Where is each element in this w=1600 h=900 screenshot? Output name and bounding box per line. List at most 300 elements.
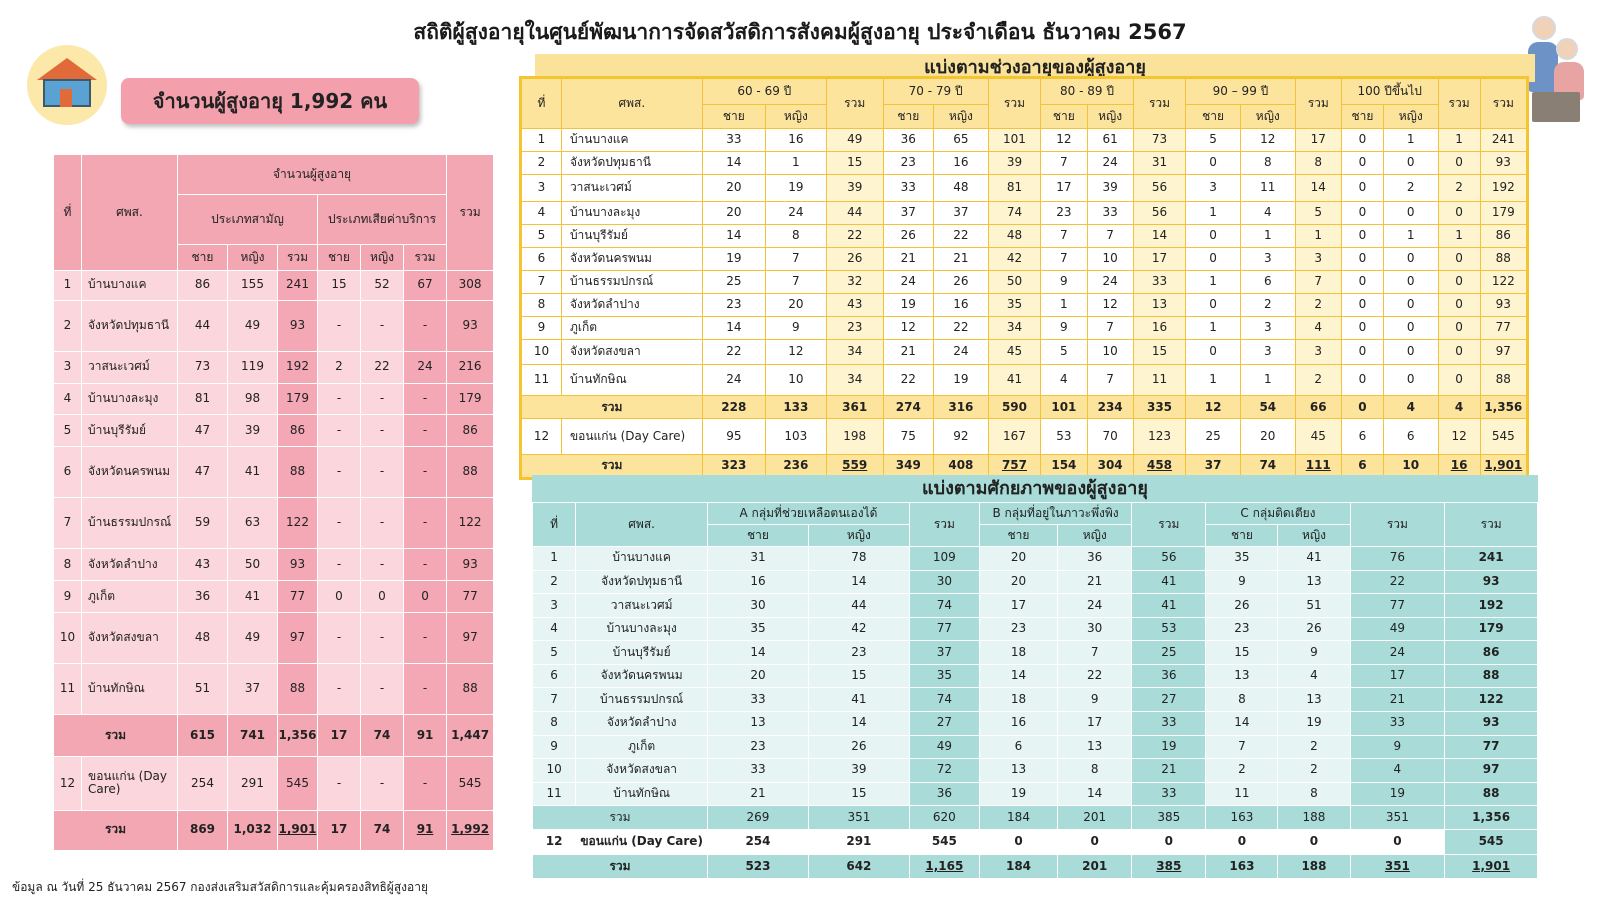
center-name: ขอนแก่น (Day Care)	[561, 419, 702, 455]
table-cell: 51	[178, 663, 228, 714]
table-cell: 869	[178, 810, 228, 850]
table-cell: 3	[1295, 248, 1341, 271]
row-number: 6	[522, 248, 562, 271]
table-cell: 48	[178, 612, 228, 663]
table-cell: 27	[1132, 688, 1206, 712]
table-cell: 33	[1132, 711, 1206, 735]
row-total: 93	[447, 300, 494, 351]
table-cell: 335	[1133, 396, 1186, 419]
row-number: 1	[522, 129, 562, 152]
age-group-header: 70 - 79 ปี	[883, 79, 988, 105]
table-cell: 26	[1206, 594, 1278, 618]
row-total: 93	[447, 549, 494, 581]
center-name: ขอนแก่น (Day Care)	[576, 829, 708, 855]
table-cell: 0	[1383, 271, 1438, 294]
table-cell: 66	[1295, 396, 1341, 419]
table-cell: 6	[1240, 271, 1295, 294]
table-cell: 53	[1132, 617, 1206, 641]
table-cell: 13	[979, 759, 1057, 783]
table-cell: 323	[702, 454, 765, 477]
col-sum-header: รวม	[988, 79, 1041, 129]
table-cell: 39	[228, 415, 278, 447]
table-row	[533, 617, 1538, 641]
table-cell: 133	[765, 396, 826, 419]
row-total: 88	[447, 663, 494, 714]
table-cell: 16	[765, 129, 826, 152]
row-number: 11	[522, 365, 562, 396]
center-name: จังหวัดปทุมธานี	[576, 570, 708, 594]
table-cell: 21	[934, 248, 989, 271]
row-number: 2	[54, 300, 82, 351]
table-cell: -	[404, 447, 447, 498]
table-cell: 304	[1087, 454, 1133, 477]
table-cell: 163	[1206, 806, 1278, 830]
table-cell: -	[318, 498, 361, 549]
row-number: 8	[522, 294, 562, 317]
table-cell: 458	[1133, 454, 1186, 477]
col-type2-header: ประเภทเสียค่าบริการ	[318, 195, 447, 245]
table-cell: -	[404, 415, 447, 447]
table-cell: 7	[1041, 151, 1087, 174]
table-cell: 37	[228, 663, 278, 714]
table-cell: 56	[1133, 202, 1186, 225]
table-cell: 4	[1240, 202, 1295, 225]
row-number: 6	[54, 447, 82, 498]
table-cell: 18	[979, 688, 1057, 712]
table-cell: 37	[1186, 454, 1241, 477]
row-total: 216	[447, 351, 494, 383]
col-sum-header: รวม	[1132, 503, 1206, 547]
table-row	[533, 570, 1538, 594]
table-cell: 22	[826, 225, 883, 248]
center-name: บ้านบางละมุง	[576, 617, 708, 641]
col-male-header: ชาย	[318, 245, 361, 271]
table-cell: 54	[1240, 396, 1295, 419]
table-cell: 19	[765, 174, 826, 201]
table-cell: 11	[1240, 174, 1295, 201]
table-cell: 0	[1341, 271, 1383, 294]
table-cell: 757	[988, 454, 1041, 477]
table-cell: 1,356	[1480, 396, 1526, 419]
table-cell: 24	[1087, 151, 1133, 174]
table-cell: 19	[1132, 735, 1206, 759]
table-cell: 88	[1480, 248, 1526, 271]
row-number: 8	[54, 549, 82, 581]
center-name: จังหวัดลำปาง	[82, 549, 178, 581]
table-cell: 7	[1087, 365, 1133, 396]
table-cell: 9	[1278, 641, 1350, 665]
table-cell: 41	[228, 447, 278, 498]
table-cell: 41	[228, 581, 278, 613]
center-name: วาสนะเวศม์	[576, 594, 708, 618]
table-cell: 39	[826, 174, 883, 201]
table-cell: 41	[1278, 547, 1350, 571]
table-cell: -	[361, 757, 404, 810]
table-cell: 3	[1240, 248, 1295, 271]
table-row	[533, 547, 1538, 571]
col-no-header: ที่	[533, 503, 576, 547]
table-cell: 97	[1445, 759, 1538, 783]
table-row	[522, 174, 1527, 201]
table-cell: 30	[1058, 617, 1132, 641]
table-row	[54, 549, 494, 581]
center-name: บ้านบางละมุง	[561, 202, 702, 225]
table-cell: 0	[1383, 294, 1438, 317]
table-cell: 12	[1186, 396, 1241, 419]
table-row	[522, 271, 1527, 294]
table-cell: 21	[708, 782, 809, 806]
center-name: จังหวัดปทุมธานี	[561, 151, 702, 174]
table-cell: 254	[178, 757, 228, 810]
table-cell: 3	[1240, 317, 1295, 340]
row-number: 9	[54, 581, 82, 613]
row-number: 3	[522, 174, 562, 201]
table-cell: 33	[1133, 271, 1186, 294]
table-cell: 9	[1206, 570, 1278, 594]
table-cell: 13	[1133, 294, 1186, 317]
table-cell: 1	[1295, 225, 1341, 248]
table-cell: 74	[361, 810, 404, 850]
table-cell: 24	[934, 340, 989, 365]
col-female-header: หญิง	[1087, 105, 1133, 129]
table-cell: 545	[1480, 419, 1526, 455]
table-cell: 545	[447, 757, 494, 810]
table-cell: 15	[808, 664, 909, 688]
table-row	[54, 351, 494, 383]
table-cell: 1	[1438, 225, 1480, 248]
table-cell: 30	[708, 594, 809, 618]
table-cell: 198	[826, 419, 883, 455]
potential-group-table	[532, 502, 1538, 879]
table-cell: 22	[702, 340, 765, 365]
table-cell: 1	[1041, 294, 1087, 317]
daycare-row	[533, 829, 1538, 855]
col-female-header: หญิง	[808, 525, 909, 547]
table-cell: 8	[1295, 151, 1341, 174]
table-cell: 1,165	[909, 855, 979, 879]
row-number: 11	[533, 782, 576, 806]
row-number: 12	[533, 829, 576, 855]
table-cell: -	[404, 549, 447, 581]
center-name: ภูเก็ต	[561, 317, 702, 340]
row-number: 4	[522, 202, 562, 225]
table-cell: 24	[1058, 594, 1132, 618]
table-cell: 1	[1186, 271, 1241, 294]
table-cell: 241	[1445, 547, 1538, 571]
row-number: 1	[533, 547, 576, 571]
table-cell: 91	[404, 714, 447, 756]
col-total-header: รวม	[1480, 79, 1526, 129]
table-cell: 33	[1087, 202, 1133, 225]
table-cell: 8	[1278, 782, 1350, 806]
table-cell: 67	[404, 271, 447, 301]
table-cell: 74	[988, 202, 1041, 225]
table-cell: 0	[1341, 340, 1383, 365]
row-number: 7	[533, 688, 576, 712]
table-row	[522, 225, 1527, 248]
potential-table-banner: แบ่งตามศักยภาพของผู้สูงอายุ	[532, 475, 1538, 502]
table-cell: 269	[708, 806, 809, 830]
table-cell: 17	[1041, 174, 1087, 201]
table-cell: 81	[988, 174, 1041, 201]
table-cell: 2	[1278, 759, 1350, 783]
center-name: จังหวัดนครพนม	[576, 664, 708, 688]
elderly-count-badge: จำนวนผู้สูงอายุ 1,992 คน	[121, 78, 419, 124]
row-number: 3	[54, 351, 82, 383]
table-row	[522, 294, 1527, 317]
center-name: ขอนแก่น (Day Care)	[82, 757, 178, 810]
table-cell: 7	[1041, 225, 1087, 248]
table-cell: 123	[1133, 419, 1186, 455]
table-cell: 36	[178, 581, 228, 613]
col-female-header: หญิง	[1240, 105, 1295, 129]
table-cell: 291	[808, 829, 909, 855]
table-cell: 2	[1438, 174, 1480, 201]
table-cell: 76	[1350, 547, 1445, 571]
table-cell: 7	[1041, 248, 1087, 271]
table-cell: 41	[1132, 594, 1206, 618]
table-cell: 26	[826, 248, 883, 271]
table-cell: 19	[979, 782, 1057, 806]
table-cell: 179	[1480, 202, 1526, 225]
table-cell: 15	[1133, 340, 1186, 365]
table-cell: 155	[228, 271, 278, 301]
table-cell: 34	[988, 317, 1041, 340]
table-cell: 0	[1438, 340, 1480, 365]
table-cell: 30	[909, 570, 979, 594]
table-cell: 86	[278, 415, 318, 447]
table-cell: -	[361, 663, 404, 714]
table-cell: 620	[909, 806, 979, 830]
table-cell: 23	[979, 617, 1057, 641]
table-cell: 24	[404, 351, 447, 383]
col-sum-header: รวม	[1295, 79, 1341, 129]
table-cell: 4	[1295, 317, 1341, 340]
subtotal-row	[533, 806, 1538, 830]
table-cell: 8	[765, 225, 826, 248]
table-cell: 24	[883, 271, 933, 294]
table-cell: 21	[1132, 759, 1206, 783]
table-cell: 22	[934, 225, 989, 248]
table-cell: 201	[1058, 806, 1132, 830]
center-name: จังหวัดนครพนม	[82, 447, 178, 498]
table-cell: 21	[1058, 570, 1132, 594]
table-cell: 56	[1133, 174, 1186, 201]
table-cell: 21	[883, 340, 933, 365]
row-number: 12	[522, 419, 562, 455]
table-cell: 179	[278, 383, 318, 415]
col-female-header: หญิง	[1278, 525, 1350, 547]
table-cell: 109	[909, 547, 979, 571]
table-cell: -	[404, 612, 447, 663]
table-cell: 0	[361, 581, 404, 613]
table-cell: 0	[1341, 317, 1383, 340]
col-type1-header: ประเภทสามัญ	[178, 195, 318, 245]
table-cell: 615	[178, 714, 228, 756]
table-cell: 95	[702, 419, 765, 455]
table-cell: 86	[1445, 641, 1538, 665]
col-female-header: หญิง	[228, 245, 278, 271]
table-row	[522, 365, 1527, 396]
table-cell: 241	[278, 271, 318, 301]
col-male-header: ชาย	[979, 525, 1057, 547]
table-cell: 0	[1132, 829, 1206, 855]
table-cell: 4	[1278, 664, 1350, 688]
col-sum-header: รวม	[278, 245, 318, 271]
subtotal-label: รวม	[533, 806, 708, 830]
table-cell: 1	[1383, 225, 1438, 248]
table-cell: 361	[826, 396, 883, 419]
table-cell: 75	[883, 419, 933, 455]
table-cell: 65	[934, 129, 989, 152]
col-female-header: หญิง	[765, 105, 826, 129]
table-cell: 35	[1206, 547, 1278, 571]
table-cell: 0	[1383, 317, 1438, 340]
col-sum-header: รวม	[1438, 79, 1480, 129]
header-row	[533, 503, 1538, 525]
table-cell: 17	[318, 714, 361, 756]
table-row	[54, 271, 494, 301]
table-cell: 5	[1186, 129, 1241, 152]
table-cell: 7	[765, 271, 826, 294]
table-row	[522, 202, 1527, 225]
table-cell: 36	[1058, 547, 1132, 571]
table-cell: 74	[361, 714, 404, 756]
table-cell: 39	[1087, 174, 1133, 201]
table-cell: 14	[808, 711, 909, 735]
table-cell: 741	[228, 714, 278, 756]
table-cell: 4	[1383, 396, 1438, 419]
table-cell: 408	[934, 454, 989, 477]
table-cell: 14	[702, 151, 765, 174]
table-cell: 37	[909, 641, 979, 665]
table-cell: 19	[702, 248, 765, 271]
center-name: บ้านทักษิณ	[576, 782, 708, 806]
table-cell: 3	[1186, 174, 1241, 201]
table-cell: 25	[1186, 419, 1241, 455]
table-cell: 35	[708, 617, 809, 641]
table-cell: 42	[808, 617, 909, 641]
table-cell: -	[318, 663, 361, 714]
table-cell: 37	[883, 202, 933, 225]
table-cell: 88	[1445, 782, 1538, 806]
table-cell: 59	[178, 498, 228, 549]
table-cell: 86	[1480, 225, 1526, 248]
table-cell: 23	[808, 641, 909, 665]
col-no-header: ที่	[54, 155, 82, 271]
table-cell: 47	[178, 415, 228, 447]
table-cell: -	[361, 498, 404, 549]
row-number: 1	[54, 271, 82, 301]
table-row	[54, 447, 494, 498]
table-cell: 3	[1240, 340, 1295, 365]
table-cell: 33	[1132, 782, 1206, 806]
table-cell: 91	[404, 810, 447, 850]
table-cell: 10	[1087, 248, 1133, 271]
center-name: จังหวัดสงขลา	[576, 759, 708, 783]
table-row	[522, 151, 1527, 174]
table-cell: 20	[708, 664, 809, 688]
potential-group-header: B กลุ่มที่อยู่ในภาวะพึ่งพิง	[979, 503, 1131, 525]
col-sum-header: รวม	[909, 503, 979, 547]
table-cell: 5	[1041, 340, 1087, 365]
table-cell: -	[361, 383, 404, 415]
table-cell: 47	[178, 447, 228, 498]
grand-total-label: รวม	[533, 855, 708, 879]
table-cell: 119	[228, 351, 278, 383]
table-cell: 184	[979, 855, 1057, 879]
table-cell: 19	[1350, 782, 1445, 806]
table-cell: 1,356	[1445, 806, 1538, 830]
table-cell: 13	[1278, 570, 1350, 594]
table-cell: 33	[1350, 711, 1445, 735]
table-cell: -	[404, 383, 447, 415]
table-cell: 33	[708, 759, 809, 783]
table-cell: 17	[1295, 129, 1341, 152]
table-cell: 192	[278, 351, 318, 383]
col-male-header: ชาย	[702, 105, 765, 129]
table-cell: -	[318, 383, 361, 415]
row-total: 179	[447, 383, 494, 415]
table-row	[533, 594, 1538, 618]
page-title: สถิติผู้สูงอายุในศูนย์พัฒนาการจัดสวัสดิการสังคมผู้สูงอายุ ประจำเดือน ธันวาคม 2567	[413, 20, 1187, 44]
row-total: 88	[447, 447, 494, 498]
table-cell: 52	[361, 271, 404, 301]
table-cell: 2	[1278, 735, 1350, 759]
table-cell: 39	[988, 151, 1041, 174]
table-cell: 27	[909, 711, 979, 735]
table-cell: 14	[702, 317, 765, 340]
table-cell: 111	[1295, 454, 1341, 477]
table-cell: 1,447	[447, 714, 494, 756]
table-cell: 2	[1295, 365, 1341, 396]
table-cell: 0	[1341, 174, 1383, 201]
table-cell: 103	[765, 419, 826, 455]
table-cell: 15	[826, 151, 883, 174]
table-cell: -	[361, 447, 404, 498]
table-cell: 21	[1350, 688, 1445, 712]
grand-total-row	[54, 810, 494, 850]
table-cell: 291	[228, 757, 278, 810]
row-total: 97	[447, 612, 494, 663]
table-cell: 77	[278, 581, 318, 613]
table-cell: 17	[1058, 711, 1132, 735]
table-cell: 93	[1445, 711, 1538, 735]
table-cell: 385	[1132, 806, 1206, 830]
table-cell: 20	[979, 547, 1057, 571]
table-cell: 44	[826, 202, 883, 225]
table-cell: 97	[278, 612, 318, 663]
table-cell: 351	[1350, 806, 1445, 830]
table-cell: 49	[909, 735, 979, 759]
col-male-header: ชาย	[883, 105, 933, 129]
center-name: บ้านบุรีรัมย์	[82, 415, 178, 447]
col-female-header: หญิง	[934, 105, 989, 129]
table-cell: 72	[909, 759, 979, 783]
table-cell: 81	[178, 383, 228, 415]
table-cell: 98	[228, 383, 278, 415]
table-cell: 35	[988, 294, 1041, 317]
table-cell: 188	[1278, 806, 1350, 830]
table-cell: 122	[278, 498, 318, 549]
table-cell: 24	[702, 365, 765, 396]
table-cell: 23	[708, 735, 809, 759]
table-cell: 23	[1206, 617, 1278, 641]
table-cell: 0	[1438, 271, 1480, 294]
row-total: 122	[447, 498, 494, 549]
table-cell: 48	[934, 174, 989, 201]
table-cell: 2	[1206, 759, 1278, 783]
